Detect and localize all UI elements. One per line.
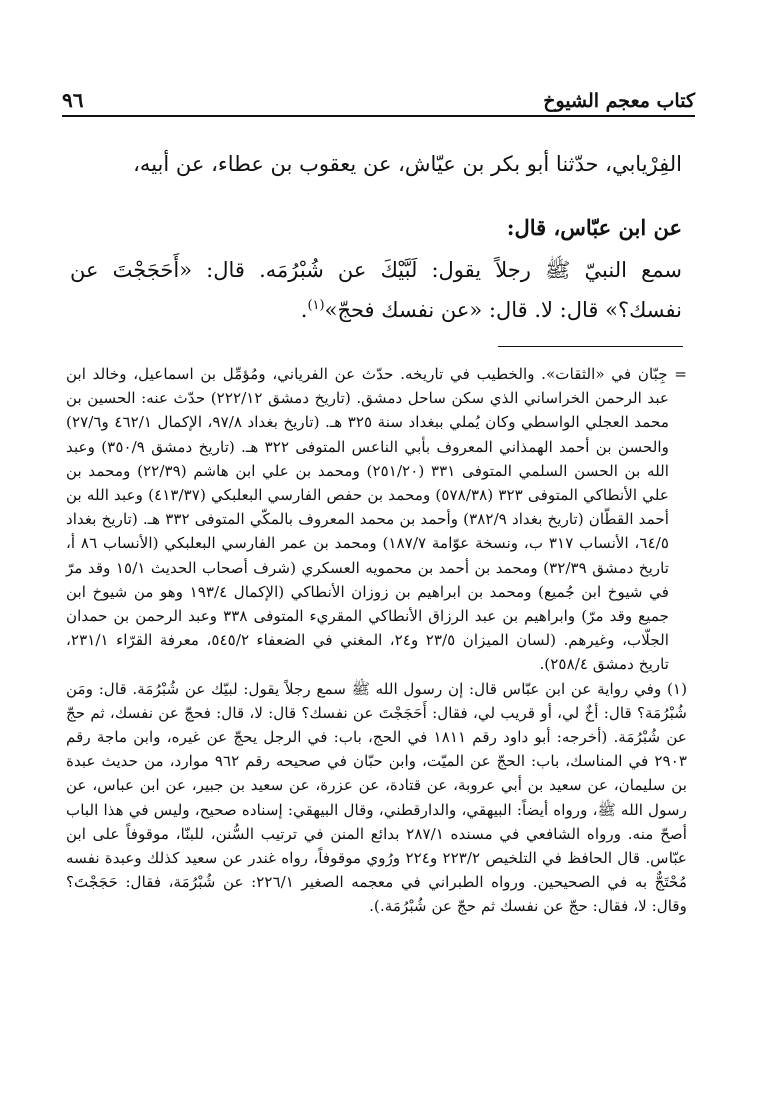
footnote-continued: = جِبّان في «الثقات». والخطيب في تاريخه. حدّث عن الفرياني، ومُؤمِّل بن اسماعيل، وخالد ابن عبد الرحمن الخراساني الذي سكن ساحل دمشق. (تاريخ دمشق ٢٢٢/١٢) حدّث عنه: الحسين بن محمد العجلي الواسطي وكان يُملي ببغداد سنة ٣٢٥ هـ. (تاريخ بغداد ٩٧/٨، الإكمال ٤٦٢/١ و٢٧/٦) والحسن بن أحمد الهمذاني المعروف بأبي الناعس المتوفى ٣٢٢ هـ. (تاريخ دمشق ٣٥٠/٩) وعبد الله بن الحسن السلمي المتوفى ٣٣١ (٢٥١/٢٠) ومحمد بن علي ابن هاشم (٢٢/٣٩) ومحمد بن علي الأنطاكي المتوفى ٣٢٣ (٥٧٨/٣٨) ومحمد بن حفص الفارسي البعلبكي (٤١٣/٣٧) وعبد الله بن أحمد القطّان (تاريخ بغداد ٣٨٢/٩) وأحمد بن محمد المعروف بالمكّي المتوفى ٣٣٢ هـ. (تاريخ بغداد ٦٤/٥، الأنساب ٣١٧ ب، ونسخة عوّامة ١٨٧/٧) ومحمد بن عمر الفارسي البعلبكي (الأنساب ٨٦ أ، تاريخ دمشق ٣٢/٣٩) ومحمد بن أحمد بن محمويه العسكري (شرف أصحاب الحديث ١٥/١ وقد مرّ في شيوخ ابن جُميع) ومحمد بن ابراهيم بن زوزان الأنطاكي (الإكمال ١٩٣/٤ وهو من شيوخ ابن جميع وقد مرّ) وابراهيم بن عبد الرزاق الأنطاكي المقريء المتوفى ٣٣٨ وعبد الرحمن بن حمدان الجلّاب، وغيرهم. (لسان الميزان ٢٣/٥ و٢٤، المغني في الضعفاء ٥٤٥/٢، معرفة القرّاء ٢٣١/١، تاريخ دمشق ٢٥٨/٤). (66, 365, 687, 674)
isnad-line: الفِرْيابي، حدّثنا أبو بكر بن عيّاش، عن يعقوب بن عطاء، عن أبيه، (133, 152, 682, 176)
main-text (70, 150, 682, 328)
hadith-heading: عن ابن عبّاس، قال: (506, 215, 682, 240)
hadith-text: سمع النبيّ ﷺ رجلاً يقول: لَبَّيْكَ عن شُبْرُمَه. قال: «أَحَجَجْتَ عن نفسك؟» قال: لا. قال: «عن نفسك فحجّ» (70, 258, 682, 322)
footnote-number: (١) (666, 679, 687, 698)
running-head (62, 82, 695, 112)
hadith-matn: سمع النبيّ ﷺ رجلاً يقول: لَبَّيْكَ عن شُبْرُمَه. قال: «أَحَجَجْتَ عن نفسك؟» قال: لا. قال: «عن نفسك فحجّ»$^{(١)}$. (70, 258, 682, 322)
footnotes (66, 362, 687, 919)
book-title: كتاب معجم الشيوخ (543, 90, 695, 112)
footnote-1 (66, 677, 687, 919)
header-rule (62, 115, 695, 117)
page-number: ٩٦ (62, 88, 84, 112)
footnote-marker: (١) (307, 298, 325, 313)
footnote-rule (498, 346, 683, 347)
footnote-1-text: وفي رواية عن ابن عبّاس قال: إن رسول الله ﷺ سمع رجلاً يقول: لبيّك عن شُبْرُمَة. قال: ومَن شُبْرُمَة؟ قال: أخٌ لي، أو قريب لي، فقال: أَحَجَجْتَ عن نفسك؟ قال: لا، قال: فحجّ عن نفسك، ثم حجّ عن شُبْرُمَة. (أخرجه: أبو داود رقم ١٨١١ في الحج، باب: في الرجل يحجّ عن غيره، وابن ماجة رقم ٢٩٠٣ في المناسك، باب: الحجّ عن الميّت، وابن حبّان في صحيحه رقم ٩٦٢ موارد، من حديث عبدة بن سليمان، عن سعيد بن أبي عروبة، عن قتادة، عن عزرة، عن سعيد بن جبير، عن ابن عباس، عن رسول الله ﷺ، ورواه أيضاً: البيهقي، والدارقطني، وقال البيهقي: إسناده صحيح، وليس في هذا الباب أصحّ منه. ورواه الشافعي في مسنده ٢٨٧/١ بدائع المنن في ترتيب السُّنن، للبنّا، موقوفاً على ابن عبّاس. قال الحافظ في التلخيص ٢٢٣/٢ و٢٢٤ ورُوي موقوفاً، رواه غندر عن سعيد كذلك وعبدة نفسه مُحْتَجٌّ به في الصحيحين. ورواه الطبراني في معجمه الصغير ٢٢٦/١: عن شُبْرُمَة، فقال: حَجَجْتَ؟ وقال: لا، فقال: حجّ عن نفسك ثم حجّ عن شُبْرُمَة.). (66, 679, 688, 916)
